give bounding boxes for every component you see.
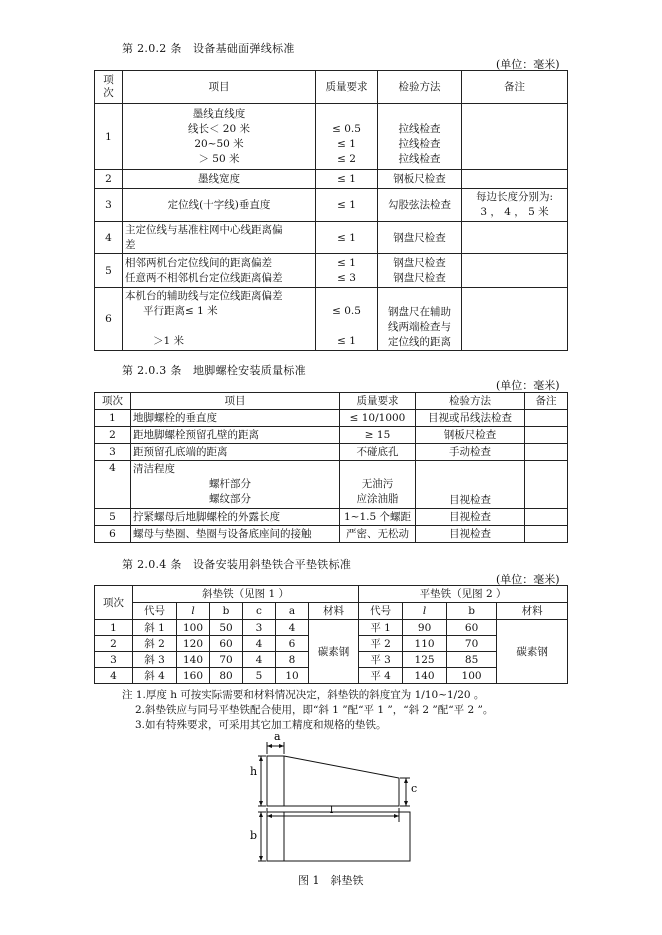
s1-header-no: 项 次 (95, 71, 123, 104)
table-row: 3 距预留孔底端的距离 不碰底孔 手动检查 (95, 444, 568, 461)
s2-header-no: 项次 (95, 393, 131, 410)
note-3: 3.如有特殊要求，可采用其它加工精度和规格的垫铁。 (135, 719, 387, 731)
table-row: 5 相邻两机台定位线间的距离偏差 任意两不相邻机台定位线距离偏差 ≤ 1 ≤ 3 钢盘尺检查 钢盘尺检查 (95, 254, 568, 288)
table-row: 3 定位线(十字线)垂直度 ≤ 1 勾股弦法检查 每边长度分别为: 3 ， 4 ， 5 米 (95, 189, 568, 222)
note-2: 2.斜垫铁应与同号平垫铁配合使用，即“斜 1 ”配“平 1 ”，“斜 2 ”配“平 2 ”。 (135, 704, 494, 716)
note-1: 注 1.厚度 h 可按实际需要和材料情况决定，斜垫铁的斜度宜为 1/10~1/20 。 (122, 689, 485, 701)
table-row: 2 墨线宽度 ≤ 1 钢板尺检查 (95, 170, 568, 189)
table-row: 4 斜 4 160 80 5 10 平 4 140 100 (95, 668, 568, 684)
figure-caption: 图 1 斜垫铁 (298, 874, 364, 887)
s3-header-no: 项次 (95, 586, 133, 620)
table-row: 3 斜 3 140 70 4 8 平 3 125 85 (95, 652, 568, 668)
material-slant: 碳素钢 (309, 620, 359, 684)
s1-header-method: 检验方法 (378, 71, 462, 104)
section1-table (94, 70, 568, 351)
s2-header-req: 质量要求 (340, 393, 416, 410)
table-row: 6 本机台的辅助线与定位线距离偏差 平行距离≤ 1 米 ＞1 米 ≤ 0.5 ≤ 1 钢盘尺在辅助 线两端检查与 定位线的距离 (95, 288, 568, 351)
section1-title: 第 2.0.2 条 设备基础面弹线标准 (122, 42, 295, 55)
section3-title: 第 2.0.4 条 设备安装用斜垫铁合平垫铁标准 (122, 558, 352, 571)
table-row: 6 螺母与垫圈、垫圈与设备底座间的接触 严密、无松动 目视检查 (95, 526, 568, 543)
label-a: a (274, 730, 281, 743)
s3-header-flat: 平垫铁（见图 2 ） (359, 586, 568, 603)
table-row: 2 斜 2 120 60 4 6 平 2 110 70 (95, 636, 568, 652)
s2-header-note: 备注 (525, 393, 568, 410)
shim-side-view (267, 756, 399, 806)
shim-top-view (267, 812, 410, 861)
s1-header-item: 项目 (123, 71, 316, 104)
table-row: 4 清洁程度 螺杆部分 螺纹部分 无油污 应涂油脂 目视检查 (95, 461, 568, 509)
label-b: b (250, 829, 258, 842)
section3-unit: (单位：毫米) (496, 573, 560, 586)
table-row: 1 斜 1 100 50 3 4 碳素钢 平 1 90 60 碳素钢 (95, 620, 568, 636)
table-row: 5 拧紧螺母后地脚螺栓的外露长度 1~1.5 个螺距 目视检查 (95, 509, 568, 526)
table-row: 1 地脚螺栓的垂直度 ≤ 10/1000 目视或吊线法检查 (95, 410, 568, 427)
section2-table (94, 392, 568, 543)
table-row (95, 104, 568, 170)
s1-header-req: 质量要求 (316, 71, 378, 104)
table-row: 4 主定位线与基准柱网中心线距离偏 差 ≤ 1 钢盘尺检查 (95, 222, 568, 254)
s2-header-item: 项目 (131, 393, 340, 410)
row-no: 1 (95, 104, 123, 170)
notes (122, 688, 493, 733)
row-item: 墨线直线度 线长＜ 20 米 20~50 米 ＞ 50 米 (123, 104, 316, 170)
material-flat: 碳素钢 (497, 620, 568, 684)
row-method: 拉线检查 拉线检查 拉线检查 (378, 104, 462, 170)
row-note (462, 104, 568, 170)
section1-unit: (单位：毫米) (496, 58, 560, 71)
section2-title: 第 2.0.3 条 地脚螺栓安装质量标准 (122, 364, 306, 377)
s3-header-slant: 斜垫铁（见图 1 ） (133, 586, 359, 603)
table-row: 2 距地脚螺栓预留孔壁的距离 ≥ 15 钢板尺检查 (95, 427, 568, 444)
figure-slant-shim (240, 730, 440, 890)
s2-header-method: 检验方法 (416, 393, 525, 410)
label-l: l (330, 805, 334, 816)
s1-header-note: 备注 (462, 71, 568, 104)
section3-table: 项次 斜垫铁（见图 1 ） 平垫铁（见图 2 ） 代号 l b c a 材料 代号 l b 材料 1 斜 1 100 50 3 4 碳素钢 平 1 90 60 碳素钢 2 斜 2 120 60 4 6 平 2 110 70 3 斜 3 140 70 4 8 平 3 125 85 4 斜 4 160 80 5 10 平 4 140 100 (94, 585, 568, 684)
section2-unit: (单位：毫米) (496, 379, 560, 392)
row-req: ≤ 0.5 ≤ 1 ≤ 2 (316, 104, 378, 170)
label-h: h (250, 765, 258, 778)
label-c: c (411, 782, 418, 795)
